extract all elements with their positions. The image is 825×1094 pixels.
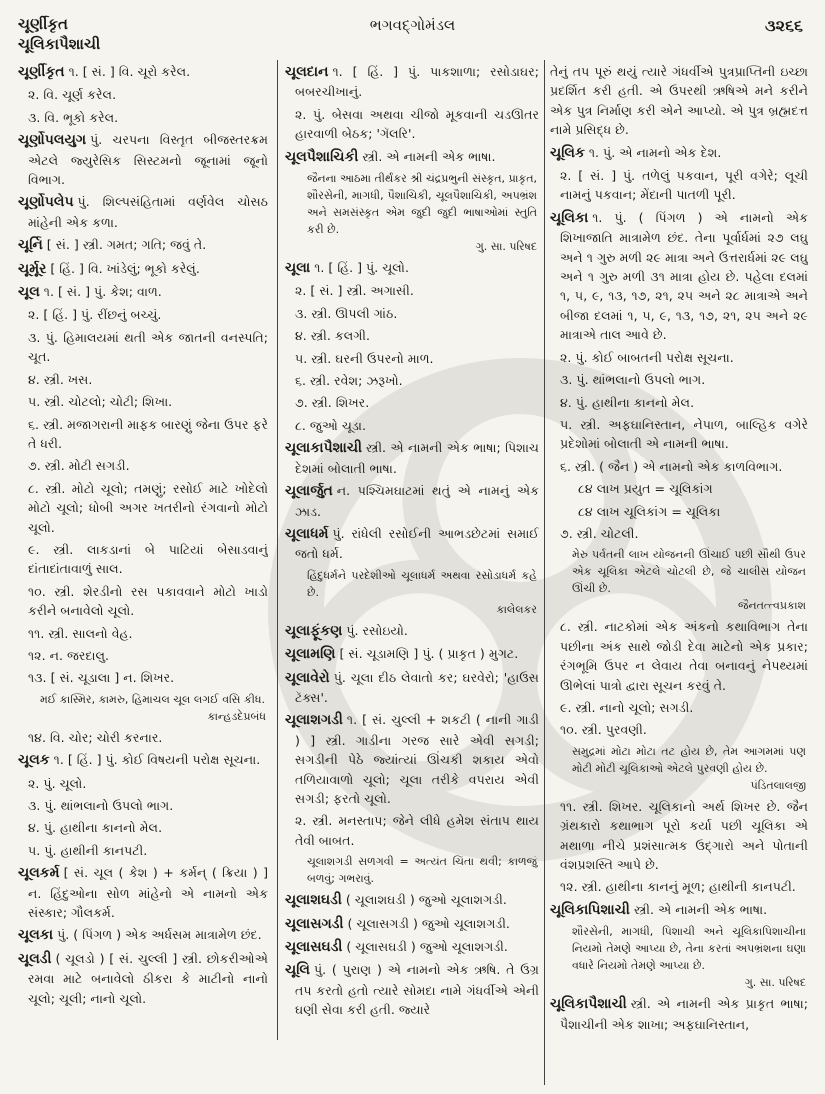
dictionary-entry	[285, 914, 539, 934]
definition-text: ૧. [ સં. ] વિ. ચૂરો કરેલ.	[68, 64, 191, 79]
dictionary-entry	[18, 750, 268, 770]
citation-quote	[285, 567, 539, 618]
definition-text: ૨. પું. કોઈ બાબતની પરોક્ષ સૂચના.	[560, 349, 734, 365]
headword: ચૂલિક	[550, 144, 585, 161]
definition-text: ૨. પું. બેસવા અથવા ચીજો મૂકવાની ચડઊતર હારવાળી બેઠક; 'ગૅલરિ'.	[295, 106, 539, 142]
headword: ચૂર્નિ	[18, 237, 43, 254]
headword: ચૂલાવેરો	[285, 669, 330, 686]
dictionary-entry	[18, 192, 268, 232]
headword: ચૂલદાન	[285, 64, 329, 80]
dictionary-entry	[18, 62, 268, 82]
definition-text: ૮૪ લાખ પ્રયુત = ચૂલિકાંગ	[578, 481, 713, 497]
definition-text: ૧. પું. એ નામનો એક દેશ.	[588, 144, 722, 160]
definition-text: ૫. સ્ત્રી. અફઘાનિસ્તાન, નેપાળ, બાલ્હિક વગેરે પ્રદેશોમાં બોલાતી એ નામની ભાષા.	[560, 416, 808, 452]
headword: ચૂલાધર્મ	[285, 525, 329, 542]
definition-text: ૨. સ્ત્રી. મનસ્તાપ; જેને લીધે હમેશ સંતાપ થાય તેવી બાબત.	[295, 813, 539, 848]
definition-text: પું. રાંધેલી રસોઈની આભડછેટમાં સમાઈ જતો ધર્મ.	[295, 525, 539, 562]
definition-text: ૨. [ સં. ] પું. તળેલું પકવાન, પૂરી વગેરે; લૂચી નામનું પકવાન; મેંદાની પાતળી પૂરી.	[560, 168, 808, 203]
dictionary-entry	[285, 668, 539, 708]
entry-sense	[285, 371, 539, 390]
definition-text: પું. શિલ્પસંહિતામાં વર્ણવેલ ચોસઠ માંહેની એક કળા.	[28, 194, 268, 230]
entry-sense	[550, 877, 808, 896]
entry-sense	[18, 456, 268, 475]
dictionary-entry	[18, 235, 268, 255]
definition-text: ૧૪. વિ. ચોર; ચોરી કરનાર.	[28, 729, 163, 745]
guide-word-first: ચૂર્ણીકૃત	[18, 15, 68, 33]
definition-text: ૬. સ્ત્રી. ( જૈન ) એ નામનો એક કાળવિભાગ.	[560, 458, 783, 474]
definition-text: ( ચૂલાસઘડી ) જુઓ ચૂલાશગડી.	[346, 939, 508, 954]
entry-sense	[18, 392, 268, 411]
headword: ચૂલિકા	[550, 209, 589, 226]
dictionary-entry	[285, 524, 539, 564]
headword: ચૂલાર્જુત	[285, 483, 333, 500]
definition-text: સમુદ્રમાં મોટા મોટા તટ હોય છે, તેમ આગમમાં પણ મોટી મોટી ચૂલિકાઓ એટલે પુરવણી હોય છે.	[572, 744, 806, 775]
definition-text: ૩. સ્ત્રી. ઊપલી ગાંઠ.	[295, 305, 398, 321]
definition-text: ૧૨. સ્ત્રી. હાથીના કાનનું મૂળ; હાથીની કાનપટી.	[560, 879, 796, 895]
definition-text: સ્ત્રી. એ નામની એક પ્રાકૃત ભાષા; પૈશાચીની એક શાખા; અફઘાનિસ્તાન,	[560, 996, 808, 1032]
entry-sense	[18, 479, 268, 537]
citation-quote	[18, 691, 268, 725]
definition-text: જૈનના આઠમા તીર્થંકર શ્રી ચંદ્રપ્રભુની સંસ્કૃત, પ્રાકૃત, શૌરસેની, માગધી, પૈશાચિકી, ચૂલપૈશાચિકી, અપભ્રંશ અને સમસંસ્કૃત એમ જુદી જુદી ભાષાઓમાં સ્તુતિ કરી છે.	[307, 172, 537, 237]
definition-text: ૬. સ્ત્રી. મજાગરાની માફક બારણું જેના ઉપર ફરે તે ધરી.	[28, 416, 268, 451]
headword: ચૂલિકાપિશાચી	[550, 901, 630, 918]
headword: ચૂલાફૂંકણ	[285, 622, 343, 639]
entry-sense	[550, 698, 808, 717]
headword: ચૂલડી	[18, 950, 52, 967]
citation-source: કાન્હડદેપ્રબંધ	[207, 709, 266, 723]
dictionary-entry	[285, 258, 539, 278]
definition-text: ૧૦. સ્ત્રી. શેરડીનો રસ પકાવવાને મોટો ખાડો કરીને બનાવેલો ચૂલો.	[28, 583, 268, 619]
citation-source: ગુ. સા. પરિષદ	[475, 240, 537, 254]
definition-text: ૧. [ હિં. ] પું. પાકશાળા; રસોડાઘર; બબરચીખાનું.	[295, 64, 539, 100]
definition-text: ૧૧. સ્ત્રી. સાલનો વેહ.	[28, 625, 133, 641]
definition-text: ૨. [ હિં. ] પું. રીંછનું બચ્ચું.	[28, 307, 162, 323]
entry-sense	[18, 415, 268, 454]
headword: ચૂલકા	[18, 927, 54, 944]
entry-sense	[18, 774, 268, 793]
entry-sense	[550, 797, 808, 875]
definition-text: ( ચૂલાસગડી ) જુઓ ચૂલાશગડી.	[347, 915, 510, 931]
citation-quote	[285, 853, 539, 887]
entry-sense	[18, 305, 268, 324]
dictionary-entry	[285, 62, 539, 102]
dictionary-entry	[285, 890, 539, 910]
headword: ચૂલપૈશાચિકી	[285, 148, 359, 165]
dictionary-entry	[18, 259, 268, 279]
definition-text: ૧. [ સં. ] પું. કેશ; વાળ.	[43, 284, 162, 300]
entry-sense	[285, 326, 539, 345]
headword: ચૂલાસગડી	[285, 915, 344, 932]
definition-text: ૧૩. [ સં. ચૂડાલા ] ન. શિખર.	[28, 670, 175, 686]
headword: ચૂલાકાપૈશાચી	[285, 440, 363, 457]
definition-text: ૪. પું. હાથીના કાનનો મેલ.	[560, 394, 695, 410]
definition-text: ૧. [ સં. ચુલ્લી + શકટી ( નાની ગાડી ) ] સ્ત્રી. ગાડીના ગરજ સારે એવી સગડી; સગડીની પેઠે જ્યાંત્યાં ઊંચકી શકાય એવો તળિયાવાળો ચૂલો; ચૂલા તરીકે વપરાય એવી સગડી; ફરતો ચૂલો.	[295, 712, 539, 806]
citation-quote	[550, 743, 808, 794]
definition-text: ૨. પું. ચૂલો.	[28, 775, 87, 791]
definition-text: ૩. પું. હિમાલયમાં થતી એક જાતની વનસ્પતિ; ચૂત.	[28, 329, 268, 365]
dictionary-entry	[18, 282, 268, 302]
headword: ચૂલા	[285, 260, 311, 277]
entry-sense	[550, 166, 808, 205]
definition-text: ૩. વિ. ભૂકો કરેલ.	[28, 109, 119, 125]
dictionary-entry	[18, 925, 268, 945]
definition-text: ૫. પું. હાથીની કાનપટી.	[28, 842, 148, 858]
equivalence-line	[550, 479, 808, 498]
entry-sense	[18, 796, 268, 815]
definition-text: ન. પશ્ચિમઘાટમાં થતું એ નામનું એક ઝાડ.	[295, 483, 539, 519]
dictionary-entry	[550, 143, 808, 163]
column-1	[18, 62, 268, 1084]
entry-sense	[550, 415, 808, 454]
headword: ચૂલકર્મ	[18, 865, 60, 882]
definition-text: ૫. સ્ત્રી. ચોટલો; ચોટી; શિખા.	[28, 394, 173, 410]
definition-text: મેરુ પર્વતની લાખ યોજનની ઊંચાઈ પછી સૌથી ઉપર એક ચૂલિકા એટલે ચોટલી છે, જે ચાલીસ યોજન ઊંચી છે.	[572, 548, 806, 596]
definition-text: ૫. સ્ત્રી. ઘરની ઉપરનો માળ.	[295, 350, 434, 366]
entry-sense	[18, 818, 268, 837]
entry-sense	[285, 304, 539, 323]
definition-text: પું. ચૂલા દીઠ લેવાતો કર; ઘરવેરો; 'હાઉસ ટૅક્સ'.	[295, 669, 539, 705]
entry-sense	[285, 349, 539, 368]
definition-text: પું. ચરપના વિસ્તૃત બીજસ્તરક્રમ એટલે જ્યુરેસિક સિસ્ટમનો જૂનામાં જૂનો વિભાગ.	[28, 132, 268, 188]
definition-text: ૩. પું. થાંભલાનો ઉપલો ભાગ.	[560, 372, 706, 388]
citation-quote	[550, 923, 808, 991]
definition-text: ૮. સ્ત્રી. નાટકોમાં એક અંકનો કથાવિભાગ તેના પછીના અંક સાથે જોડી દેવા માટેનો એક પ્રકાર; રંગભૂમિ ઉપર ન લેવાય તેવા બનાવનું નેપથ્યમાં ઊભેલાં પાત્રો દ્વારા સૂચન કરવું તે.	[560, 619, 808, 693]
definition-text: પું. રસોઇયો.	[346, 622, 408, 638]
dictionary-entry	[18, 130, 268, 189]
definition-text: ૧. [ હિં. ] પું. કોઈ વિષયની પરોક્ષ સૂચના.	[53, 752, 261, 768]
definition-text: શૌરસેની, માગધી, પિશાચી અને ચૂલિકાપિશાચીના નિયમો તેમણે આપ્યા છે, તેના કરતાં અપભ્રંશના ઘણા વધારે નિયમો તેમણે આપ્યા છે.	[572, 925, 806, 973]
entry-sense	[18, 108, 268, 127]
definition-text: મઈ કાસ્મિર, કામરુ, હિમાચલ ચૂલ લગઈ વસિ કીધ.	[40, 692, 265, 706]
entry-sense	[18, 328, 268, 367]
entry-sense	[550, 720, 808, 739]
headword: ચૂલક	[18, 752, 50, 769]
definition-text: ૧. પું. ( પિંગળ ) એ નામનો એક શિખાજાતિ માત્રામેળ છંદ. તેના પૂર્વાર્ધમાં ૨૭ લઘુ અને ૧ ગુરુ મળી ૨૯ માત્રા અને ઉત્તરાર્ધમાં ૨૯ લઘુ અને ૧ ગુરુ મળી ૩૧ માત્રા હોય છે. પહેલા દલમાં ૧, ૫, ૯, ૧૩, ૧૭, ૨૧, ૨૫ અને ૨૮ માત્રાએ અને બીજા દલમાં ૧, ૫, ૯, ૧૩, ૧૭, ૨૧, ૨૫ અને ૨૯ માત્રાએ તાલ આવે છે.	[560, 209, 808, 343]
headword: ચૂર્ણોપલયુગ	[18, 132, 87, 149]
dictionary-entry	[550, 208, 808, 345]
dictionary-entry	[285, 710, 539, 808]
dictionary-entry	[18, 949, 268, 1008]
entry-sense	[18, 582, 268, 621]
equivalence-line	[550, 502, 808, 521]
headword: ચૂલાશગડી	[285, 712, 343, 729]
definition-text: ૮૪ લાખ ચૂલિકાંગ = ચૂલિકા	[578, 503, 721, 519]
guide-word-last: ચૂલિકાપૈશાચી	[18, 35, 101, 53]
definition-text: ૮. સ્ત્રી. મોટો ચૂલો; તમણું; રસોઈ માટે ખોદેલો મોટો ચૂલો; ધોબી અગર ખતરીનો રંગવાનો મોટો ચૂલો.	[28, 480, 268, 535]
definition-text: ૭. સ્ત્રી. ચોટલી.	[560, 525, 639, 541]
definition-text: તેનું તપ પૂરું થયું ત્યારે ગંધર્વીએ પુત્રપ્રાપ્તિની ઇચ્છા પ્રદર્શિત કરી હતી. એ ઉપરથી ઋષિએ મને કરીને એક પુત્ર નિર્માણ કરી એને આપ્યો. એ પુત્ર બ્રહ્મદત્ત નામે પ્રસિદ્ધ છે.	[550, 64, 808, 138]
dictionary-entry	[550, 994, 808, 1034]
entry-sense	[18, 646, 268, 665]
dictionary-entry	[285, 621, 539, 641]
definition-text: સ્ત્રી. એ નામની એક ભાષા.	[362, 148, 496, 164]
headword: ચૂલિ	[285, 962, 310, 979]
entry-sense	[285, 281, 539, 300]
entry-sense	[18, 668, 268, 687]
definition-text: ૪. સ્ત્રી. ખસ.	[28, 371, 93, 387]
definition-text: ૭. સ્ત્રી. શિખર.	[295, 395, 370, 411]
entry-sense	[285, 416, 539, 435]
citation-quote	[550, 546, 808, 614]
definition-text: ૧૧. સ્ત્રી. શિખર. ચૂલિકાનો અર્થ શિખર છે. જૈન ગ્રંથકારો કથાભાગ પૂરો કર્યા પછી ચૂલિકા એ મથાળા નીચે પ્રશંસાત્મક ઉદ્ગારો અને પોતાની વંશપ્રશસ્તિ આપે છે.	[560, 798, 808, 872]
definition-text: [ સં. ચૂલ ( કેશ ) + કર્મન્ ( ક્રિયા ) ] ન. હિંદુઓના સોળ માંહેનો એ નામનો એક સંસ્કાર; ગૌલકર્મ.	[28, 865, 268, 921]
dictionary-entry	[550, 900, 808, 920]
entry-sense	[18, 540, 268, 579]
citation-source: ગુ. સા. પરિષદ	[744, 976, 806, 990]
column-3	[550, 62, 808, 1084]
definition-text: ૯. સ્ત્રી. લાકડાનાં બે પાટિયાં બેસાડવાનું દાંતાદાંતાવાળું સાલ.	[28, 541, 268, 577]
definition-text: પું. ( પુરાણ ) એ નામનો એક ઋષિ. તે ઉગ્ર તપ કરતો હતો ત્યારે સોમદા નામે ગંધર્વીએ એની ઘણી સેવા કરી હતી. જ્યારે	[295, 962, 539, 1018]
entry-sense	[285, 811, 539, 850]
headword: ચૂર્મૂર	[18, 260, 47, 277]
definition-text: [ સં. ] સ્ત્રી. ગમત; ગતિ; જવું તે.	[46, 237, 207, 253]
entry-sense	[550, 348, 808, 367]
entry-sense	[285, 105, 539, 144]
entry-sense	[550, 617, 808, 695]
entry-sense	[550, 524, 808, 543]
definition-text: [ સં. ચૂડામણિ ] પું. ( પ્રાકૃત ) મુગટ.	[339, 646, 519, 662]
continued-text	[550, 62, 808, 140]
definition-text: ૨. વિ. ચૂર્ણ કરેલ.	[28, 87, 117, 103]
definition-text: ૩. પું. થાંભલાનો ઉપલો ભાગ.	[28, 798, 174, 813]
definition-text: ૨. [ સં. ] સ્ત્રી. અગાસી.	[295, 283, 414, 299]
headword: ચૂર્ણીકૃત	[18, 64, 65, 80]
definition-text: ૧૨. ન. જરદાલુ.	[28, 647, 110, 663]
entry-sense	[18, 370, 268, 389]
dictionary-entry	[285, 960, 539, 1019]
citation-quote	[285, 170, 539, 255]
definition-text: ચૂલાશગડી સળગવી = અત્યંત ચિંતા થવી; કાળજું બળવું; ગભરાવું.	[307, 855, 537, 886]
dictionary-entry	[285, 481, 539, 521]
dictionary-entry	[285, 644, 539, 664]
headword: ચૂર્ણોપલેપ	[18, 194, 74, 211]
dictionary-entry	[18, 863, 268, 922]
citation-source: જૈનતત્ત્વપ્રકાશ	[737, 599, 806, 613]
entry-sense	[18, 624, 268, 643]
entry-sense	[550, 370, 808, 389]
dictionary-entry	[285, 937, 539, 957]
headword: ચૂલામણિ	[285, 646, 336, 663]
column-2	[285, 62, 539, 1084]
definition-text: ( ચૂલાશઘડી ) જુઓ ચૂલાશગડી.	[345, 892, 507, 908]
citation-source: પંડિતલાલજી	[750, 778, 806, 792]
definition-text: ૧૦. સ્ત્રી. પુરવણી.	[560, 722, 647, 738]
definition-text: સ્ત્રી. એ નામની એક ભાષા; પિશાચ દેશમાં બોલાતી ભાષા.	[295, 440, 539, 476]
dictionary-entry	[285, 147, 539, 167]
definition-text: ૧. [ હિં. ] પું. ચૂલો.	[314, 260, 409, 276]
entry-sense	[18, 85, 268, 104]
entry-sense	[285, 393, 539, 412]
headword: ચૂલાશઘડી	[285, 892, 342, 909]
dictionary-entry	[285, 438, 539, 478]
definition-text: ( ચૂલડો ) [ સં. ચુલ્લી ] સ્ત્રી. છોકરીઓએ રમવા માટે બનાવેલો ઠીકરા કે માટીનો નાનો ચૂલો; ચૂલી; નાનો ચૂલો.	[28, 950, 268, 1006]
column-divider	[277, 60, 278, 1040]
headword: ચૂલિકાપૈશાચી	[550, 996, 627, 1013]
definition-text: [ હિં. ] વિ. ખાંડેલું; ભૂકો કરેલું.	[50, 260, 200, 276]
definition-text: ૪. પું. હાથીના કાનનો મેલ.	[28, 820, 163, 836]
entry-sense	[550, 457, 808, 476]
definition-text: ૬. સ્ત્રી. રવેશ; ઝરૂખો.	[295, 373, 403, 389]
headword: ચૂલ	[18, 284, 40, 301]
definition-text: ૯. સ્ત્રી. નાનો ચૂલો; સગડી.	[560, 699, 694, 715]
headword: ચૂલાસઘડી	[285, 939, 343, 955]
citation-source: કાલેલકર	[496, 602, 537, 616]
definition-text: સ્ત્રી. એ નામની એક ભાષા.	[633, 901, 768, 917]
page-number: ૩૨૬૬	[765, 16, 803, 35]
entry-sense	[18, 728, 268, 747]
column-divider	[544, 60, 545, 1085]
definition-text: હિંદુધર્મને પરદેશીઓ ચૂલાધર્મ અથવા રસોડાધર્મ કહે છે.	[307, 568, 537, 599]
definition-text: ૪. સ્ત્રી. કલગી.	[295, 328, 371, 344]
entry-sense	[18, 841, 268, 860]
entry-sense	[550, 393, 808, 412]
page-title: ભગવદ્ગોમંડલ	[369, 16, 456, 34]
definition-text: ૭. સ્ત્રી. મોટી સગડી.	[28, 458, 130, 474]
definition-text: ૮. જુઓ ચૂડા.	[295, 417, 366, 433]
definition-text: પું. ( પિંગળ ) એક અર્ધસમ માત્રામેળ છંદ.	[57, 927, 262, 943]
